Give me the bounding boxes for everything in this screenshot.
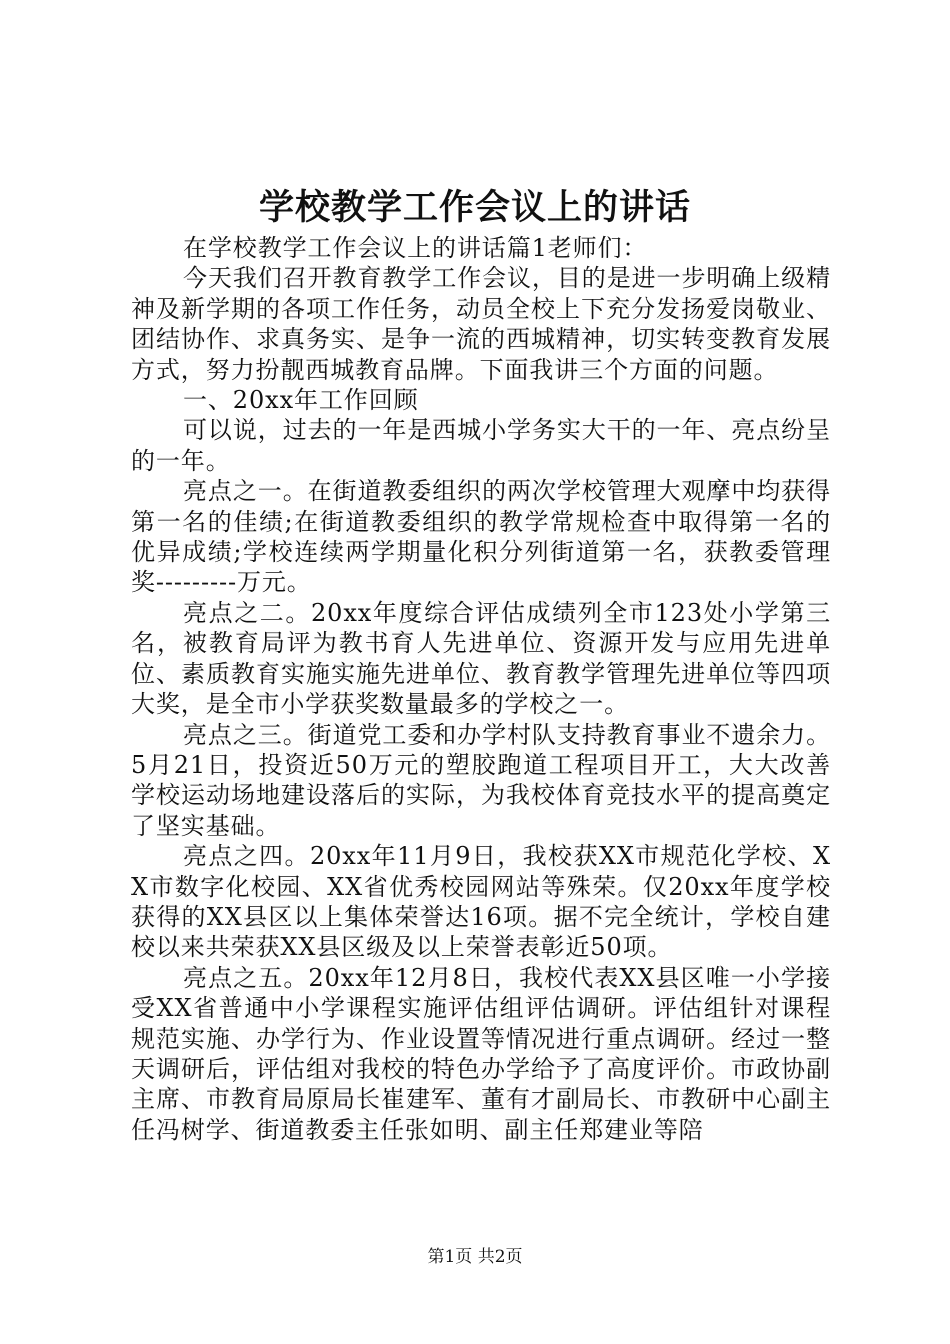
highlight-one-paragraph: 亮点之一。在街道教委组织的两次学校管理大观摩中均获得第一名的佳绩;在街道教委组织的教学常规检查中取得第一名的优异成绩;学校连续两学期量化积分列街道第一名，获教委管理奖---------万元。 xyxy=(131,477,831,597)
greeting-paragraph: 在学校教学工作会议上的讲话篇1老师们： xyxy=(183,234,648,262)
highlight-four-paragraph: 亮点之四。20xx年11月9日，我校获XX市规范化学校、XX市数字化校园、XX省优秀校园网站等殊荣。仅20xx年度学校获得的XX县区以上集体荣誉达16项。据不完全统计，学校自建校以来共荣获XX县区级及以上荣誉表彰近50项。 xyxy=(131,842,831,962)
highlight-three-paragraph: 亮点之三。街道党工委和办学村队支持教育事业不遗余力。5月21日，投资近50万元的塑胶跑道工程项目开工，大大改善学校运动场地建设落后的实际，为我校体育竞技水平的提高奠定了坚实基础。 xyxy=(131,720,831,840)
document-body xyxy=(131,233,831,1145)
page-footer: 第1页 共2页 xyxy=(427,1247,523,1267)
highlight-two-paragraph: 亮点之二。20xx年度综合评估成绩列全市123处小学第三名，被教育局评为教书育人先进单位、资源开发与应用先进单位、素质教育实施实施先进单位、教育教学管理先进单位等四项大奖，是全市小学获奖数量最多的学校之一。 xyxy=(131,598,831,719)
review-paragraph: 可以说，过去的一年是西城小学务实大干的一年、亮点纷呈的一年。 xyxy=(131,416,831,475)
document-title: 学校教学工作会议上的讲话 xyxy=(258,187,691,228)
section-heading: 一、20xx年工作回顾 xyxy=(183,386,419,415)
intro-paragraph: 今天我们召开教育教学工作会议，目的是进一步明确上级精神及新学期的各项工作任务，动员全校上下充分发扬爱岗敬业、团结协作、求真务实、是争一流的西城精神，切实转变教育发展方式，努力扮靓西城教育品牌。下面我讲三个方面的问题。 xyxy=(131,264,831,384)
highlight-five-paragraph: 亮点之五。20xx年12月8日，我校代表XX县区唯一小学接受XX省普通中小学课程实施评估组评估调研。评估组针对课程规范实施、办学行为、作业设置等情况进行重点调研。经过一整天调研后，评估组对我校的特色办学给予了高度评价。市政协副主席、市教育局原局长崔建军、董有才副局长、市教研中心副主任冯树学、街道教委主任张如明、副主任郑建业等陪 xyxy=(131,963,831,1144)
